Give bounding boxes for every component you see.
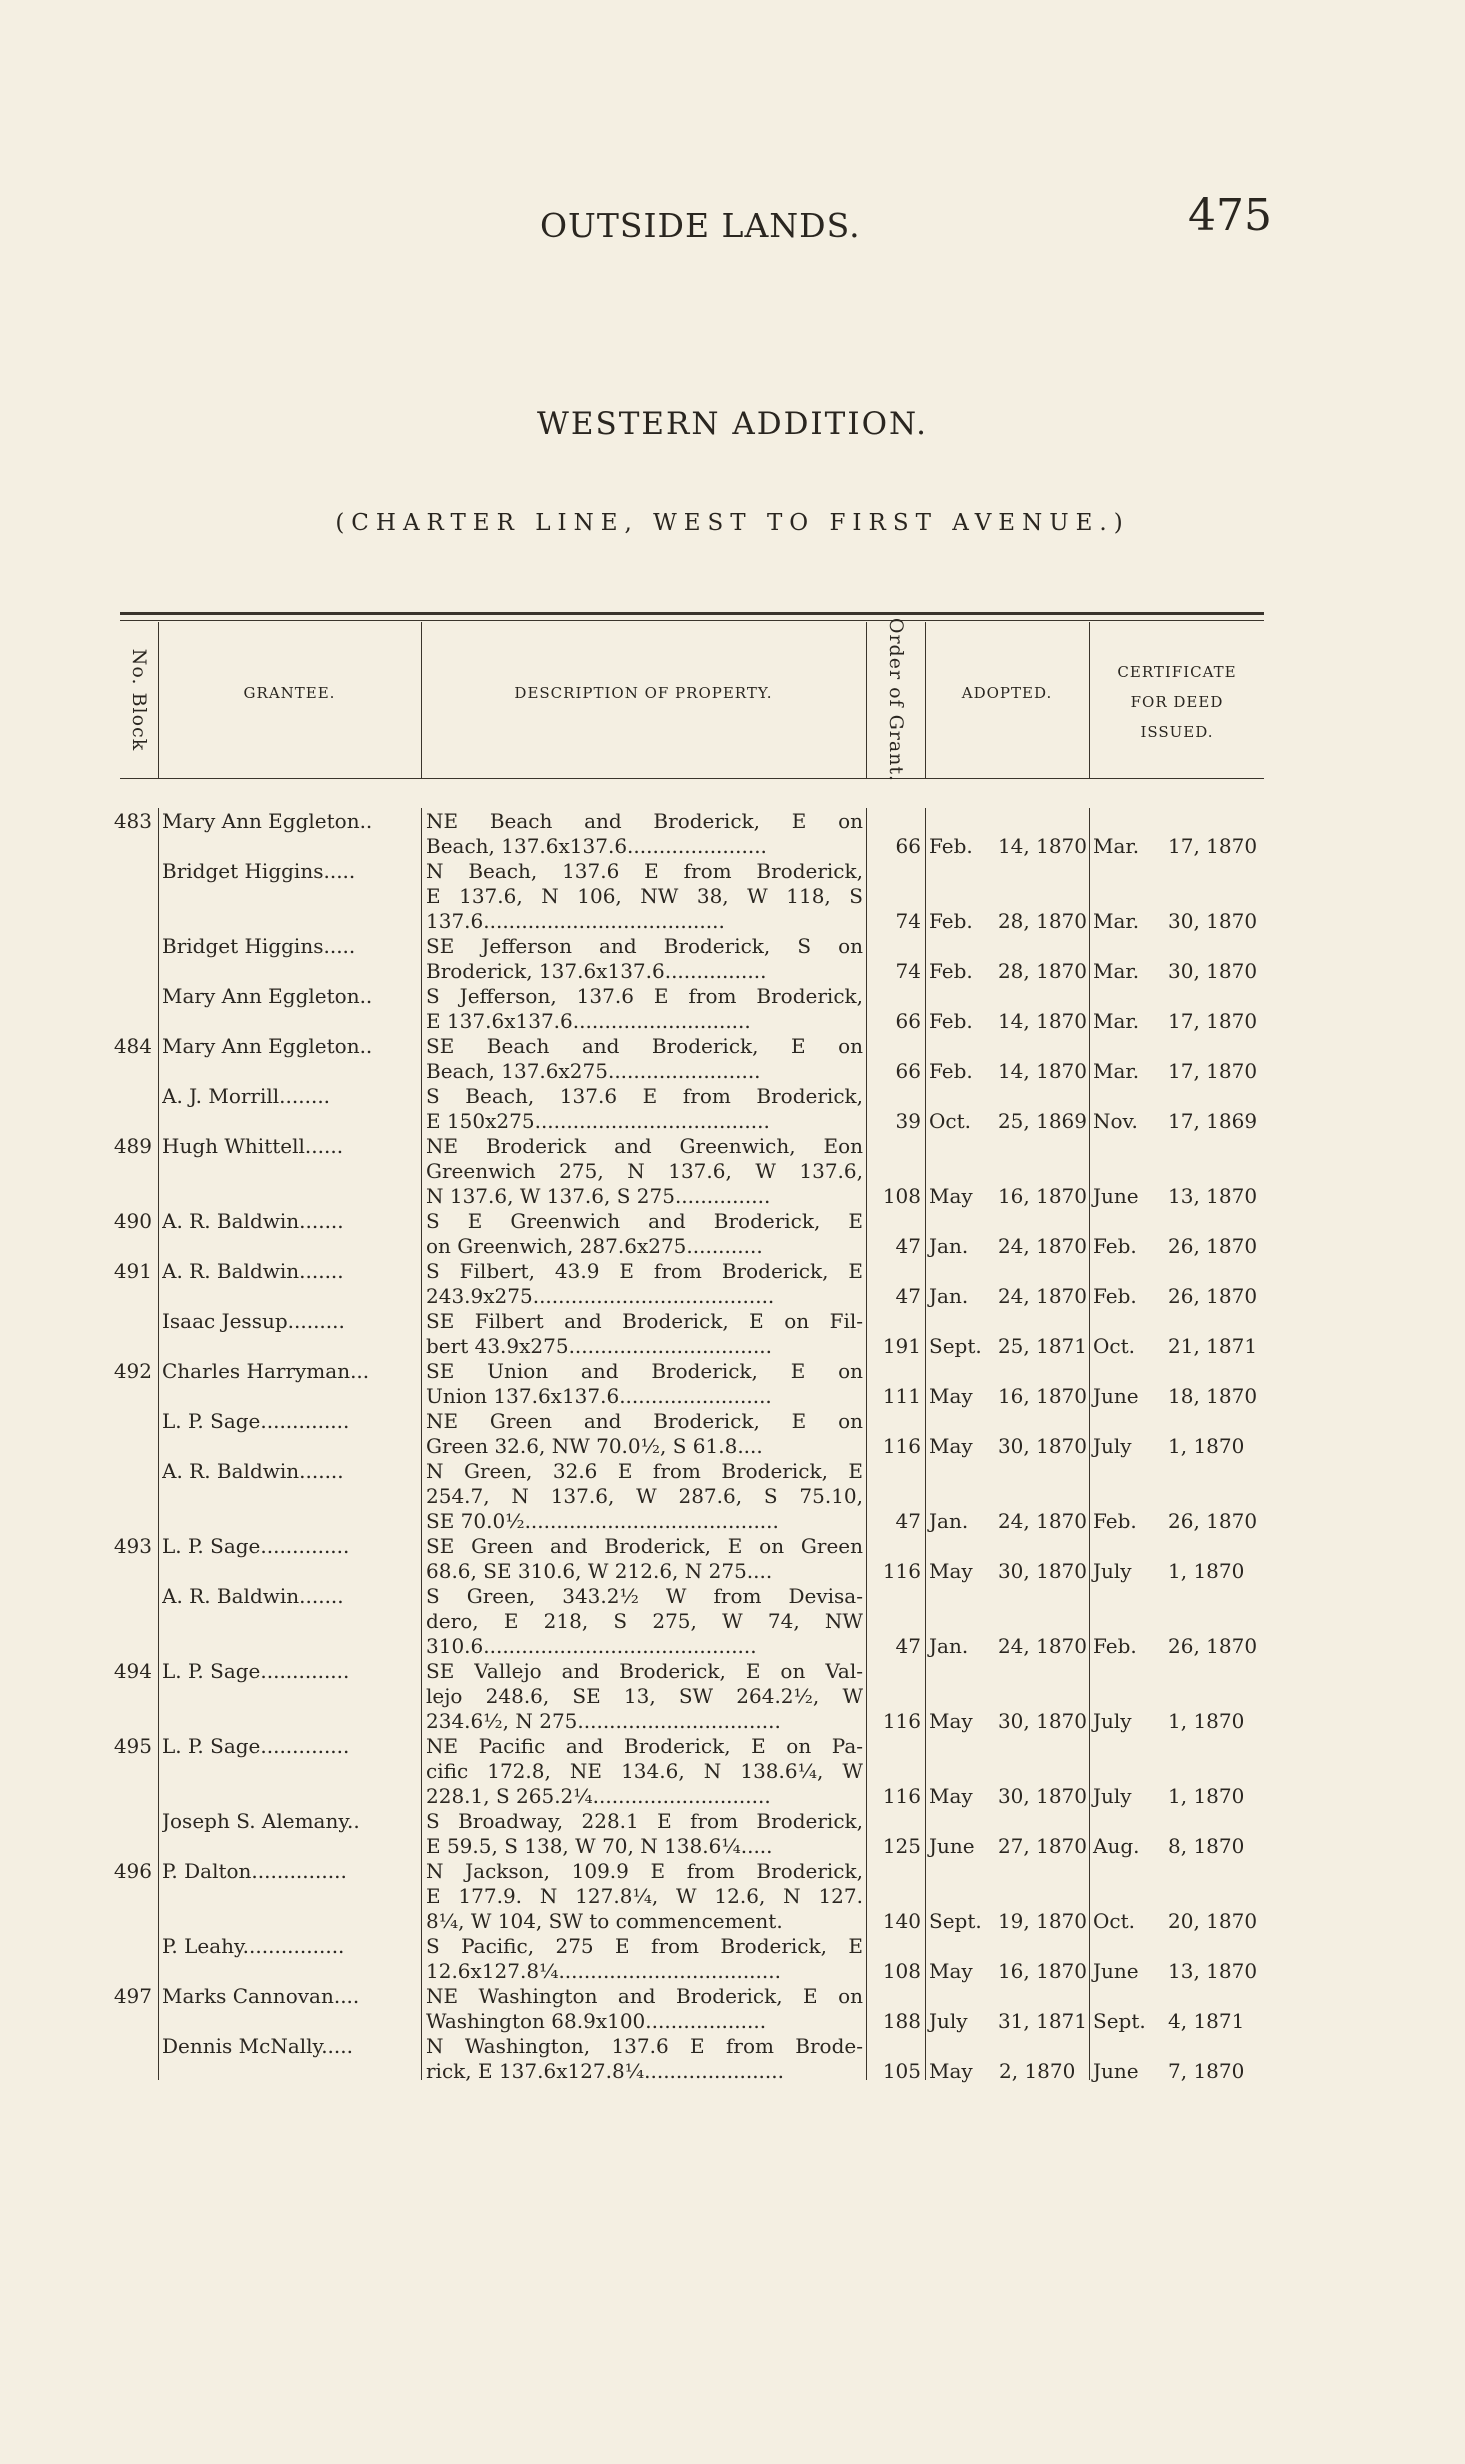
- certificate-day-year: 17, 1869: [1168, 1109, 1258, 1133]
- description-line: Broderick, 137.6x137.6................: [426, 959, 767, 983]
- grantee-name: Charles Harryman...: [162, 1359, 370, 1383]
- adopted-month: June: [929, 1834, 975, 1858]
- grantee-name: Mary Ann Eggleton..: [162, 984, 373, 1008]
- certificate-month: June: [1093, 1384, 1139, 1408]
- certificate-month: Nov.: [1093, 1109, 1138, 1133]
- adopted-month: Feb.: [929, 1009, 973, 1033]
- certificate-month: June: [1093, 2059, 1139, 2083]
- certificate-date: [1093, 834, 1259, 859]
- description-line: NE Pacific and Broderick, E on Pa-: [426, 1734, 863, 1758]
- property-description: [426, 1984, 863, 2034]
- running-title: OUTSIDE LANDS.: [540, 206, 861, 245]
- header-bottom-rule: [120, 778, 1264, 779]
- certificate-date: [1093, 2059, 1259, 2084]
- certificate-day-year: 1, 1870: [1168, 1709, 1245, 1733]
- property-description: [426, 1859, 863, 1934]
- grantee-name: A. J. Morrill........: [162, 1084, 331, 1108]
- property-description: [426, 1584, 863, 1659]
- description-line: S Filbert, 43.9 E from Broderick, E: [426, 1259, 863, 1283]
- property-description: [426, 2034, 863, 2084]
- order-of-grant: 66: [895, 1009, 921, 1033]
- table-row: [0, 1534, 1465, 1584]
- description-line: Union 137.6x137.6........................: [426, 1384, 772, 1408]
- block-number: 483: [113, 809, 152, 833]
- property-description: [426, 1359, 863, 1409]
- column-header-order-label: Order of Grant.: [884, 617, 907, 783]
- description-line: N Jackson, 109.9 E from Broderick,: [426, 1859, 863, 1883]
- property-description: [426, 1309, 863, 1359]
- adopted-day-year: 14, 1870: [997, 834, 1087, 858]
- property-description: [426, 859, 863, 934]
- column-header-description: DESCRIPTION OF PROPERTY.: [514, 684, 773, 702]
- certificate-date: [1093, 1509, 1259, 1534]
- property-description: [426, 1084, 863, 1134]
- description-line: E 150x275.....................................: [426, 1109, 770, 1133]
- order-of-grant: 116: [882, 1434, 921, 1458]
- grantee-name: Mary Ann Eggleton..: [162, 1034, 373, 1058]
- adopted-date: [929, 1834, 1087, 1859]
- description-line: 310.6...........................................: [426, 1634, 757, 1658]
- certificate-month: Mar.: [1093, 834, 1140, 858]
- certificate-day-year: 7, 1870: [1168, 2059, 1245, 2083]
- order-of-grant: 111: [882, 1384, 921, 1408]
- certificate-date: [1093, 909, 1259, 934]
- adopted-date: [929, 1184, 1087, 1209]
- description-line: S Pacific, 275 E from Broderick, E: [426, 1934, 863, 1958]
- order-of-grant: 116: [882, 1784, 921, 1808]
- adopted-day-year: 27, 1870: [997, 1834, 1087, 1858]
- certificate-month: Feb.: [1093, 1509, 1137, 1533]
- description-line: S E Greenwich and Broderick, E: [426, 1209, 863, 1233]
- grantee-name: Bridget Higgins.....: [162, 859, 356, 883]
- certificate-month: Oct.: [1093, 1909, 1135, 1933]
- certificate-day-year: 17, 1870: [1168, 834, 1258, 858]
- table-row: [0, 1134, 1465, 1209]
- certificate-day-year: 1, 1870: [1168, 1559, 1245, 1583]
- description-line: S Broadway, 228.1 E from Broderick,: [426, 1809, 863, 1833]
- block-number: 489: [113, 1134, 152, 1158]
- table-row: [0, 2034, 1465, 2084]
- property-description: [426, 1034, 863, 1084]
- certificate-date: [1093, 959, 1259, 984]
- description-line: 137.6......................................: [426, 909, 725, 933]
- grantee-name: A. R. Baldwin.......: [162, 1209, 344, 1233]
- adopted-date: [929, 909, 1087, 934]
- adopted-date: [929, 1709, 1087, 1734]
- certificate-day-year: 30, 1870: [1168, 959, 1258, 983]
- certificate-month: Sept.: [1093, 2009, 1146, 2033]
- grantee-name: A. R. Baldwin.......: [162, 1584, 344, 1608]
- certificate-day-year: 30, 1870: [1168, 909, 1258, 933]
- order-of-grant: 140: [882, 1909, 921, 1933]
- adopted-date: [929, 1434, 1087, 1459]
- certificate-month: July: [1093, 1709, 1132, 1733]
- table-row: [0, 1659, 1465, 1734]
- adopted-date: [929, 1509, 1087, 1534]
- grantee-name: P. Leahy................: [162, 1934, 345, 1958]
- description-line: E 137.6, N 106, NW 38, W 118, S: [426, 884, 863, 908]
- table-row: [0, 984, 1465, 1034]
- certificate-month: Mar.: [1093, 909, 1140, 933]
- certificate-day-year: 26, 1870: [1168, 1509, 1258, 1533]
- adopted-date: [929, 1909, 1087, 1934]
- adopted-month: Jan.: [929, 1509, 969, 1533]
- table-row: [0, 1459, 1465, 1534]
- block-number: 497: [113, 1984, 152, 2008]
- description-line: SE 70.0½........................................: [426, 1509, 779, 1533]
- order-of-grant: 47: [895, 1284, 921, 1308]
- certificate-day-year: 26, 1870: [1168, 1634, 1258, 1658]
- property-description: [426, 809, 863, 859]
- description-line: E 137.6x137.6............................: [426, 1009, 751, 1033]
- adopted-date: [929, 1384, 1087, 1409]
- adopted-month: Sept.: [929, 1334, 982, 1358]
- table-top-rule-thin: [120, 620, 1264, 621]
- description-line: NE Green and Broderick, E on: [426, 1409, 863, 1433]
- adopted-month: May: [929, 1184, 973, 1208]
- description-line: 243.9x275......................................: [426, 1284, 775, 1308]
- adopted-day-year: 2, 1870: [999, 2059, 1076, 2083]
- certificate-date: [1093, 1109, 1259, 1134]
- adopted-date: [929, 1009, 1087, 1034]
- grantee-name: Marks Cannovan....: [162, 1984, 360, 2008]
- grantee-name: P. Dalton...............: [162, 1859, 347, 1883]
- table-row: [0, 1809, 1465, 1859]
- certificate-date: [1093, 1284, 1259, 1309]
- description-line: NE Washington and Broderick, E on: [426, 1984, 863, 2008]
- adopted-day-year: 16, 1870: [997, 1184, 1087, 1208]
- description-line: 234.6½, N 275................................: [426, 1709, 781, 1733]
- certificate-date: [1093, 1709, 1259, 1734]
- adopted-day-year: 16, 1870: [997, 1959, 1087, 1983]
- adopted-date: [929, 1109, 1087, 1134]
- grantee-name: L. P. Sage..............: [162, 1659, 350, 1683]
- adopted-month: Feb.: [929, 1059, 973, 1083]
- description-line: NE Beach and Broderick, E on: [426, 809, 863, 833]
- certificate-date: [1093, 1234, 1259, 1259]
- grantee-name: L. P. Sage..............: [162, 1409, 350, 1433]
- adopted-day-year: 30, 1870: [997, 1434, 1087, 1458]
- adopted-date: [929, 2059, 1087, 2084]
- table-row: [0, 1084, 1465, 1134]
- order-of-grant: 74: [895, 959, 921, 983]
- certificate-day-year: 1, 1870: [1168, 1784, 1245, 1808]
- description-line: SE Filbert and Broderick, E on Fil-: [426, 1309, 863, 1333]
- block-number: 484: [113, 1034, 152, 1058]
- table-row: [0, 1359, 1465, 1409]
- adopted-day-year: 25, 1869: [997, 1109, 1087, 1133]
- adopted-day-year: 25, 1871: [997, 1334, 1087, 1358]
- adopted-day-year: 24, 1870: [997, 1509, 1087, 1533]
- adopted-month: Jan.: [929, 1234, 969, 1258]
- adopted-month: July: [929, 2009, 968, 2033]
- property-description: [426, 1809, 863, 1859]
- adopted-day-year: 14, 1870: [997, 1009, 1087, 1033]
- description-line: N 137.6, W 137.6, S 275...............: [426, 1184, 771, 1208]
- adopted-month: Jan.: [929, 1284, 969, 1308]
- adopted-day-year: 24, 1870: [997, 1234, 1087, 1258]
- description-line: SE Union and Broderick, E on: [426, 1359, 863, 1383]
- table-row: [0, 1209, 1465, 1259]
- certificate-month: Mar.: [1093, 1059, 1140, 1083]
- adopted-day-year: 14, 1870: [997, 1059, 1087, 1083]
- adopted-date: [929, 2009, 1087, 2034]
- certificate-day-year: 13, 1870: [1168, 1959, 1258, 1983]
- table-row: [0, 1034, 1465, 1084]
- column-header-certificate: CERTIFICATE FOR DEED ISSUED.: [1117, 663, 1237, 741]
- certificate-day-year: 1, 1870: [1168, 1434, 1245, 1458]
- certificate-day-year: 8, 1870: [1168, 1834, 1245, 1858]
- adopted-date: [929, 959, 1087, 984]
- block-number: 495: [113, 1734, 152, 1758]
- certificate-month: Feb.: [1093, 1284, 1137, 1308]
- certificate-month: June: [1093, 1184, 1139, 1208]
- description-line: N Beach, 137.6 E from Broderick,: [426, 859, 863, 883]
- order-of-grant: 74: [895, 909, 921, 933]
- certificate-month: Feb.: [1093, 1234, 1137, 1258]
- property-description: [426, 1734, 863, 1809]
- description-line: S Jefferson, 137.6 E from Broderick,: [426, 984, 863, 1008]
- certificate-day-year: 20, 1870: [1168, 1909, 1258, 1933]
- table-row: [0, 1584, 1465, 1659]
- grantee-name: L. P. Sage..............: [162, 1534, 350, 1558]
- certificate-day-year: 17, 1870: [1168, 1009, 1258, 1033]
- certificate-day-year: 4, 1871: [1168, 2009, 1245, 2033]
- block-number: 491: [113, 1259, 152, 1283]
- certificate-date: [1093, 1784, 1259, 1809]
- certificate-month: Aug.: [1093, 1834, 1140, 1858]
- adopted-day-year: 30, 1870: [997, 1559, 1087, 1583]
- property-description: [426, 984, 863, 1034]
- description-line: Beach, 137.6x275........................: [426, 1059, 761, 1083]
- certificate-day-year: 18, 1870: [1168, 1384, 1258, 1408]
- grantee-name: Mary Ann Eggleton..: [162, 809, 373, 833]
- property-description: [426, 1459, 863, 1534]
- adopted-day-year: 28, 1870: [997, 909, 1087, 933]
- property-description: [426, 1534, 863, 1584]
- certificate-date: [1093, 1009, 1259, 1034]
- property-description: [426, 1134, 863, 1209]
- table-row: [0, 1934, 1465, 1984]
- block-number: 492: [113, 1359, 152, 1383]
- grantee-name: A. R. Baldwin.......: [162, 1459, 344, 1483]
- certificate-day-year: 21, 1871: [1168, 1334, 1258, 1358]
- table-row: [0, 1409, 1465, 1459]
- description-line: 228.1, S 265.2¼............................: [426, 1784, 771, 1808]
- column-header-adopted: ADOPTED.: [961, 684, 1053, 702]
- order-of-grant: 66: [895, 1059, 921, 1083]
- property-description: [426, 1209, 863, 1259]
- page-number: 475: [1188, 190, 1272, 241]
- description-line: 68.6, SE 310.6, W 212.6, N 275....: [426, 1559, 773, 1583]
- description-line: bert 43.9x275................................: [426, 1334, 773, 1358]
- adopted-month: Feb.: [929, 834, 973, 858]
- grantee-name: Isaac Jessup.........: [162, 1309, 345, 1333]
- adopted-month: Jan.: [929, 1634, 969, 1658]
- description-line: cific 172.8, NE 134.6, N 138.6¼, W: [426, 1759, 863, 1783]
- certificate-date: [1093, 1834, 1259, 1859]
- adopted-month: May: [929, 1784, 973, 1808]
- grantee-name: Bridget Higgins.....: [162, 934, 356, 958]
- certificate-date: [1093, 1184, 1259, 1209]
- certificate-date: [1093, 1959, 1259, 1984]
- certificate-date: [1093, 1559, 1259, 1584]
- certificate-date: [1093, 1634, 1259, 1659]
- adopted-day-year: 19, 1870: [997, 1909, 1087, 1933]
- adopted-month: May: [929, 1384, 973, 1408]
- description-line: rick, E 137.6x127.8¼......................: [426, 2059, 784, 2083]
- certificate-date: [1093, 1334, 1259, 1359]
- certificate-month: June: [1093, 1959, 1139, 1983]
- description-line: SE Green and Broderick, E on Green: [426, 1534, 863, 1558]
- order-of-grant: 116: [882, 1709, 921, 1733]
- block-number: 496: [113, 1859, 152, 1883]
- column-header-block-label: No. Block: [128, 648, 150, 752]
- order-of-grant: 116: [882, 1559, 921, 1583]
- certificate-day-year: 17, 1870: [1168, 1059, 1258, 1083]
- column-header-grantee: GRANTEE.: [243, 684, 336, 702]
- description-line: Washington 68.9x100...................: [426, 2009, 767, 2033]
- adopted-day-year: 30, 1870: [997, 1709, 1087, 1733]
- order-of-grant: 188: [882, 2009, 921, 2033]
- table-row: [0, 1309, 1465, 1359]
- grantee-name: L. P. Sage..............: [162, 1734, 350, 1758]
- description-line: SE Vallejo and Broderick, E on Val-: [426, 1659, 863, 1683]
- table-row: [0, 1984, 1465, 2034]
- table-row: [0, 859, 1465, 934]
- grantee-name: Joseph S. Alemany..: [162, 1809, 360, 1833]
- adopted-month: May: [929, 1434, 973, 1458]
- description-line: S Beach, 137.6 E from Broderick,: [426, 1084, 863, 1108]
- order-of-grant: 47: [895, 1634, 921, 1658]
- adopted-day-year: 31, 1871: [997, 2009, 1087, 2033]
- property-description: [426, 1934, 863, 1984]
- description-line: S Green, 343.2½ W from Devisa-: [426, 1584, 863, 1608]
- adopted-date: [929, 1559, 1087, 1584]
- description-line: E 59.5, S 138, W 70, N 138.6¼.....: [426, 1834, 773, 1858]
- property-description: [426, 1409, 863, 1459]
- certificate-day-year: 13, 1870: [1168, 1184, 1258, 1208]
- column-header-block: [120, 622, 158, 778]
- adopted-date: [929, 1634, 1087, 1659]
- description-line: SE Beach and Broderick, E on: [426, 1034, 863, 1058]
- description-line: 12.6x127.8¼...................................: [426, 1959, 781, 1983]
- certificate-month: July: [1093, 1784, 1132, 1808]
- certificate-date: [1093, 1384, 1259, 1409]
- description-line: N Green, 32.6 E from Broderick, E: [426, 1459, 863, 1483]
- certificate-month: July: [1093, 1434, 1132, 1458]
- adopted-month: May: [929, 2059, 973, 2083]
- property-description: [426, 934, 863, 984]
- order-of-grant: 47: [895, 1234, 921, 1258]
- adopted-day-year: 24, 1870: [997, 1284, 1087, 1308]
- adopted-date: [929, 1234, 1087, 1259]
- adopted-month: Sept.: [929, 1909, 982, 1933]
- table-top-rule: [120, 612, 1264, 615]
- adopted-day-year: 30, 1870: [997, 1784, 1087, 1808]
- order-of-grant: 47: [895, 1509, 921, 1533]
- order-of-grant: 39: [895, 1109, 921, 1133]
- certificate-day-year: 26, 1870: [1168, 1234, 1258, 1258]
- order-of-grant: 125: [882, 1834, 921, 1858]
- adopted-day-year: 28, 1870: [997, 959, 1087, 983]
- description-line: dero, E 218, S 275, W 74, NW: [426, 1609, 863, 1633]
- description-line: on Greenwich, 287.6x275............: [426, 1234, 763, 1258]
- adopted-month: May: [929, 1559, 973, 1583]
- adopted-date: [929, 834, 1087, 859]
- adopted-date: [929, 1284, 1087, 1309]
- certificate-date: [1093, 1434, 1259, 1459]
- adopted-date: [929, 1784, 1087, 1809]
- table-row: [0, 1259, 1465, 1309]
- certificate-month: Feb.: [1093, 1634, 1137, 1658]
- running-head: [0, 190, 1465, 250]
- description-line: SE Jefferson and Broderick, S on: [426, 934, 863, 958]
- adopted-date: [929, 1334, 1087, 1359]
- description-line: Greenwich 275, N 137.6, W 137.6,: [426, 1159, 863, 1183]
- table-row: [0, 1734, 1465, 1809]
- adopted-month: Oct.: [929, 1109, 971, 1133]
- description-line: 8¼, W 104, SW to commencement.: [426, 1909, 783, 1933]
- block-number: 494: [113, 1659, 152, 1683]
- description-line: N Washington, 137.6 E from Brode-: [426, 2034, 863, 2058]
- certificate-day-year: 26, 1870: [1168, 1284, 1258, 1308]
- adopted-date: [929, 1959, 1087, 1984]
- certificate-month: Mar.: [1093, 959, 1140, 983]
- block-number: 493: [113, 1534, 152, 1558]
- order-of-grant: 191: [882, 1334, 921, 1358]
- description-line: lejo 248.6, SE 13, SW 264.2½, W: [426, 1684, 863, 1708]
- certificate-date: [1093, 1059, 1259, 1084]
- certificate-month: Oct.: [1093, 1334, 1135, 1358]
- description-line: Beach, 137.6x137.6......................: [426, 834, 767, 858]
- table-row: [0, 1859, 1465, 1934]
- section-subtitle: (CHARTER LINE, WEST TO FIRST AVENUE.): [335, 510, 1130, 536]
- certificate-month: Mar.: [1093, 1009, 1140, 1033]
- description-line: Green 32.6, NW 70.0½, S 61.8....: [426, 1434, 763, 1458]
- adopted-month: Feb.: [929, 909, 973, 933]
- adopted-date: [929, 1059, 1087, 1084]
- section-title: WESTERN ADDITION.: [536, 406, 929, 442]
- adopted-month: Feb.: [929, 959, 973, 983]
- certificate-date: [1093, 2009, 1259, 2034]
- column-header-order: [866, 617, 925, 783]
- grantee-name: A. R. Baldwin.......: [162, 1259, 344, 1283]
- block-number: 490: [113, 1209, 152, 1233]
- description-line: NE Broderick and Greenwich, Eon: [426, 1134, 863, 1158]
- order-of-grant: 105: [882, 2059, 921, 2083]
- table-row: [0, 934, 1465, 984]
- adopted-day-year: 16, 1870: [997, 1384, 1087, 1408]
- property-description: [426, 1659, 863, 1734]
- adopted-month: May: [929, 1709, 973, 1733]
- adopted-month: May: [929, 1959, 973, 1983]
- certificate-month: July: [1093, 1559, 1132, 1583]
- certificate-date: [1093, 1909, 1259, 1934]
- order-of-grant: 108: [882, 1959, 921, 1983]
- description-line: 254.7, N 137.6, W 287.6, S 75.10,: [426, 1484, 863, 1508]
- table-row: [0, 809, 1465, 859]
- property-description: [426, 1259, 863, 1309]
- adopted-day-year: 24, 1870: [997, 1634, 1087, 1658]
- description-line: E 177.9. N 127.8¼, W 12.6, N 127.: [426, 1884, 863, 1908]
- order-of-grant: 108: [882, 1184, 921, 1208]
- order-of-grant: 66: [895, 834, 921, 858]
- grantee-name: Hugh Whittell......: [162, 1134, 344, 1158]
- grantee-name: Dennis McNally.....: [162, 2034, 353, 2058]
